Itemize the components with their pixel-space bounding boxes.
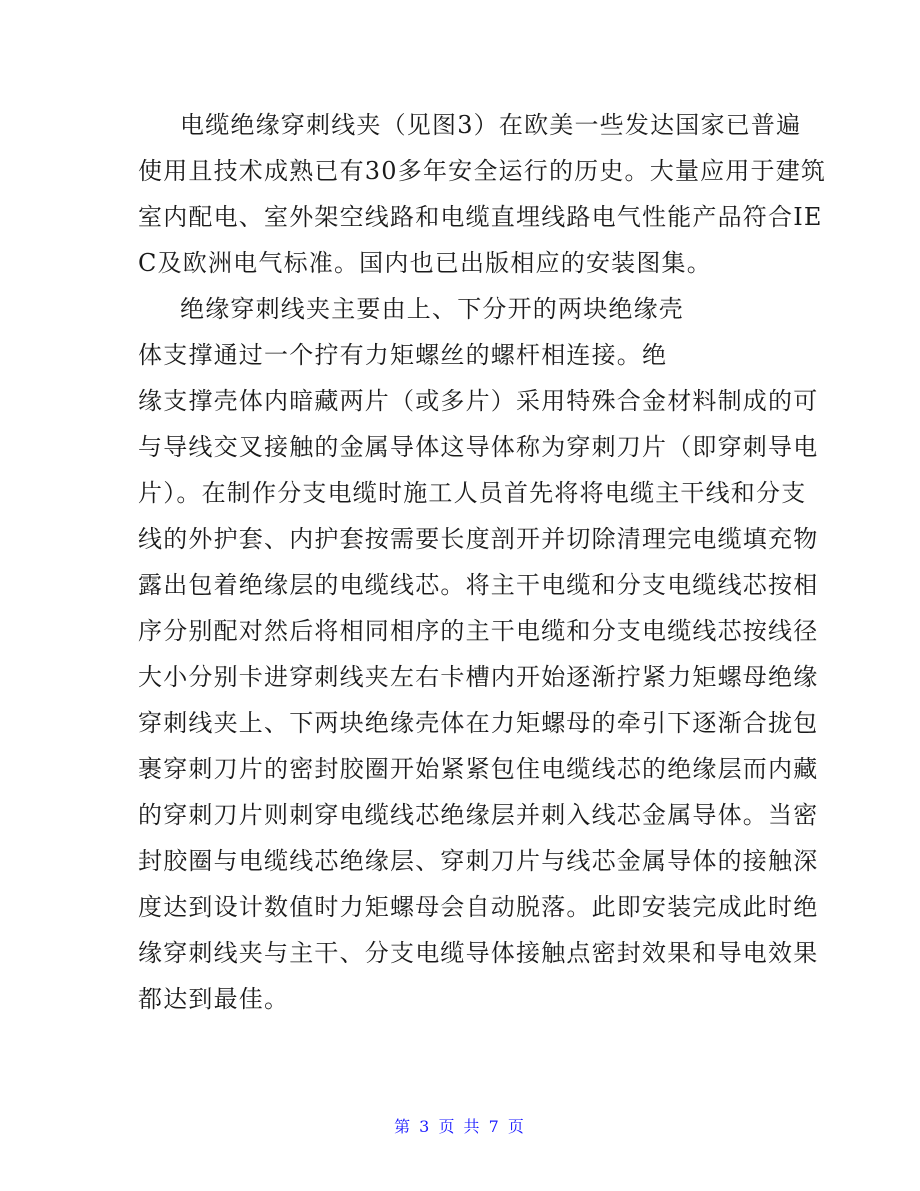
paragraph-1-line-1: 电缆绝缘穿刺线夹（见图3）在欧美一些发达国家已普遍 — [180, 111, 802, 139]
paragraph-2-line-2: 体支撑通过一个拧有力矩螺丝的螺杆相连接。绝 — [138, 341, 668, 369]
paragraph-2-line-8: 序分别配对然后将相同相序的主干电缆和分支电缆线芯按线径 — [138, 617, 819, 645]
paragraph-2-line-1: 绝缘穿刺线夹主要由上、下分开的两块绝缘壳 — [180, 295, 684, 323]
paragraph-2-line-3: 缘支撑壳体内暗藏两片（或多片）采用特殊合金材料制成的可 — [138, 387, 819, 415]
paragraph-1-line-4: C及欧洲电气标准。国内也已出版相应的安装图集。 — [138, 249, 712, 277]
paragraph-2-line-6: 线的外护套、内护套按需要长度剖开并切除清理完电缆填充物 — [138, 525, 819, 553]
paragraph-2-line-12: 的穿刺刀片则刺穿电缆线芯绝缘层并刺入线芯金属导体。当密 — [138, 801, 819, 829]
paragraph-2-line-15: 缘穿刺线夹与主干、分支电缆导体接触点密封效果和导电效果 — [138, 939, 819, 967]
paragraph-1-line-3: 室内配电、室外架空线路和电缆直埋线路电气性能产品符合IE — [138, 203, 823, 231]
paragraph-2-line-14: 度达到设计数值时力矩螺母会自动脱落。此即安装完成此时绝 — [138, 893, 819, 921]
paragraph-2-line-5: 片）。在制作分支电缆时施工人员首先将将电缆主干线和分支 — [138, 479, 807, 507]
paragraph-2-line-4: 与导线交叉接触的金属导体这导体称为穿刺刀片（即穿刺导电 — [138, 433, 819, 461]
page-number-footer: 第 3 页 共 7 页 — [394, 1117, 526, 1136]
paragraph-2-line-10: 穿刺线夹上、下两块绝缘壳体在力矩螺母的牵引下逐渐合拢包 — [138, 709, 819, 737]
paragraph-2-line-11: 裹穿刺刀片的密封胶圈开始紧紧包住电缆线芯的绝缘层而内藏 — [138, 755, 819, 783]
paragraph-2-line-13: 封胶圈与电缆线芯绝缘层、穿刺刀片与线芯金属导体的接触深 — [138, 847, 819, 875]
paragraph-2-line-7: 露出包着绝缘层的电缆线芯。将主干电缆和分支电缆线芯按相 — [138, 571, 819, 599]
paragraph-2-line-16: 都达到最佳。 — [138, 985, 290, 1013]
paragraph-2-line-9: 大小分别卡进穿刺线夹左右卡槽内开始逐渐拧紧力矩螺母绝缘 — [138, 663, 819, 691]
paragraph-1-line-2: 使用且技术成熟已有30多年安全运行的历史。大量应用于建筑 — [138, 157, 827, 185]
